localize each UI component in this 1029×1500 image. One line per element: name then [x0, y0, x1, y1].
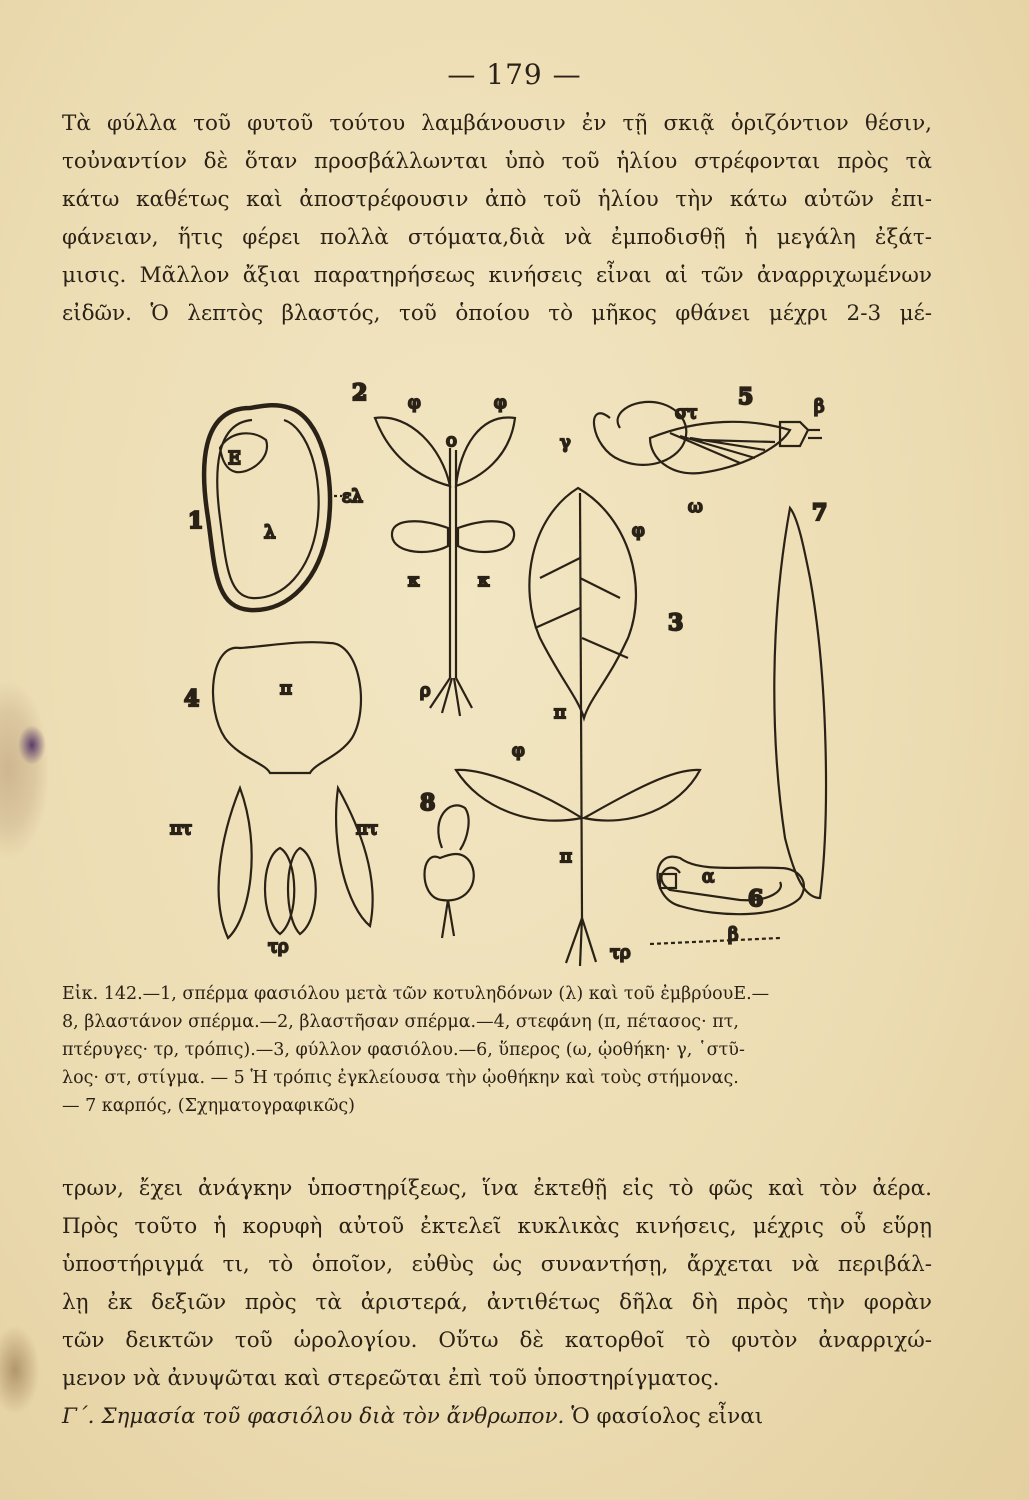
- fig4-corolla: [213, 642, 373, 938]
- caption-line: Εἰκ. 142.—1, σπέρμα φασιόλου μετὰ τῶν κοτυληδόνων (λ) καὶ τοῦ ἐμβρύουΕ.—: [62, 984, 770, 1004]
- label-omicron: ο: [446, 430, 457, 451]
- label-kappa-b: κ: [478, 570, 490, 591]
- bean-plant-figure: [170, 378, 840, 968]
- label-phi-2a: φ: [408, 392, 421, 413]
- ink-stain: [18, 725, 46, 765]
- text-line: Τὰ φύλλα τοῦ φυτοῦ τούτου λαμβάνουσιν ἐν τῇ σκιᾷ ὁριζόντιον θέσιν,: [62, 111, 932, 136]
- label-el: ελ: [342, 486, 363, 507]
- page-damage-stain-lower: [0, 1325, 40, 1415]
- fig-number-3: 3: [668, 610, 684, 636]
- fig-number-2: 2: [352, 380, 368, 406]
- figure-caption: [62, 980, 922, 1120]
- label-omega: ω: [688, 496, 703, 517]
- label-rho: ρ: [420, 680, 431, 701]
- fig-number-7: 7: [812, 500, 828, 526]
- fig6-pistil: [594, 402, 822, 473]
- text-line: λῃ ἐκ δεξιῶν πρὸς τὰ ἀριστερά, ἀντιθέτως δῆλα δὴ πρὸς τὴν φορὰν: [62, 1290, 932, 1315]
- page-number: — 179 —: [447, 58, 582, 91]
- fig1-seed: [204, 405, 342, 610]
- section-text: Ὁ φασίολος εἶναι: [571, 1404, 764, 1429]
- label-pt-b: πτ: [356, 818, 378, 839]
- label-gamma: γ: [560, 432, 571, 453]
- label-tr-4: τρ: [268, 936, 289, 957]
- paragraph-top: [62, 105, 932, 333]
- fig-number-5: 6: [748, 886, 764, 912]
- text-line: τοὐναντίον δὲ ὅταν προσβάλλωνται ὑπὸ τοῦ ἡλίου στρέφονται πρὸς τὰ: [62, 149, 932, 174]
- text-line: εἰδῶν. Ὁ λεπτὸς βλαστός, τοῦ ὁποίου τὸ μῆκος φθάνει μέχρι 2-3 μέ-: [62, 301, 932, 326]
- text-line: τῶν δεικτῶν τοῦ ὡρολογίου. Οὕτω δὲ κατορθοῖ τὸ φυτὸν ἀναρριχώ-: [62, 1328, 932, 1353]
- fig5-keel: [650, 857, 804, 944]
- page-damage-stain: [0, 680, 50, 860]
- paragraph-bottom: [62, 1170, 932, 1398]
- label-tr-5: τρ: [610, 942, 631, 963]
- label-kappa-a: κ: [408, 570, 420, 591]
- fig8-germinating-seed: [425, 805, 474, 938]
- fig-number-6: 5: [738, 384, 754, 410]
- label-pi-3b: π: [560, 846, 572, 867]
- caption-line: λος· στ, στίγμα. — 5 Ἡ τρόπις ἐγκλείουσα τὴν ᾠοθήκην καὶ τοὺς στήμονας.: [62, 1068, 739, 1088]
- section-start: [62, 1398, 932, 1436]
- label-lambda: λ: [264, 522, 276, 543]
- label-phi-3b: φ: [512, 740, 525, 761]
- section-heading: Γ΄. Σημασία τοῦ φασιόλου διὰ τὸν ἄνθρωπον.: [62, 1404, 565, 1429]
- fig2-sprouted-seed: [375, 418, 515, 716]
- fig-number-4: 4: [184, 686, 200, 712]
- text-line: τρων, ἔχει ἀνάγκην ὑποστηρίξεως, ἵνα ἐκτεθῇ εἰς τὸ φῶς καὶ τὸν ἀέρα.: [62, 1176, 932, 1201]
- label-phi-3: φ: [632, 520, 645, 541]
- label-pi-3: π: [554, 702, 566, 723]
- label-pi-4: π: [280, 678, 292, 699]
- fig7-fruit-pod: [774, 508, 826, 898]
- text-line: κάτω καθέτως καὶ ἀποστρέφουσιν ἀπὸ τοῦ ἡλίου τὴν κάτω αὐτῶν ἐπι-: [62, 187, 932, 212]
- fig-number-1: 1: [188, 508, 204, 534]
- label-beta-5: β: [728, 924, 739, 945]
- caption-line: πτέρυγες· τρ, τρόπις).—3, φύλλον φασιόλου.—6, ὕπερος (ω, ᾠοθήκη· γ, ῾στῦ-: [62, 1040, 745, 1060]
- text-line: ὑποστήριγμά τι, τὸ ὁποῖον, εὐθὺς ὡς συναντήσῃ, ἄρχεται νὰ περιβάλ-: [62, 1252, 932, 1277]
- label-alpha: α: [702, 866, 715, 887]
- caption-line: 8, βλαστάνον σπέρμα.—2, βλαστῆσαν σπέρμα.—4, στεφάνη (π, πέτασος· πτ,: [62, 1012, 739, 1032]
- label-E: E: [228, 448, 242, 469]
- label-beta-6: β: [814, 396, 825, 417]
- label-pt-a: πτ: [170, 818, 192, 839]
- text-line: φάνειαν, ἥτις φέρει πολλὰ στόματα,διὰ νὰ ἐμποδισθῇ ἡ μεγάλη ἐξάτ-: [62, 225, 932, 250]
- label-phi-2b: φ: [494, 392, 507, 413]
- label-st: στ: [675, 402, 698, 423]
- text-line: μισις. Μᾶλλον ἄξιαι παρατηρήσεως κινήσεις εἶναι αἱ τῶν ἀναρριχωμένων: [62, 263, 932, 288]
- text-line: μενον νὰ ἀνυψῶται καὶ στερεῶται ἐπὶ τοῦ ὑποστηρίγματος.: [62, 1366, 720, 1391]
- figure-illustration: [170, 378, 840, 968]
- fig-number-8: 8: [420, 790, 436, 816]
- text-line: Πρὸς τοῦτο ἡ κορυφὴ αὐτοῦ ἐκτελεῖ κυκλικὰς κινήσεις, μέχρις οὗ εὕρῃ: [62, 1214, 932, 1239]
- caption-line: — 7 καρπός, (Σχηματογραφικῶς): [62, 1096, 355, 1116]
